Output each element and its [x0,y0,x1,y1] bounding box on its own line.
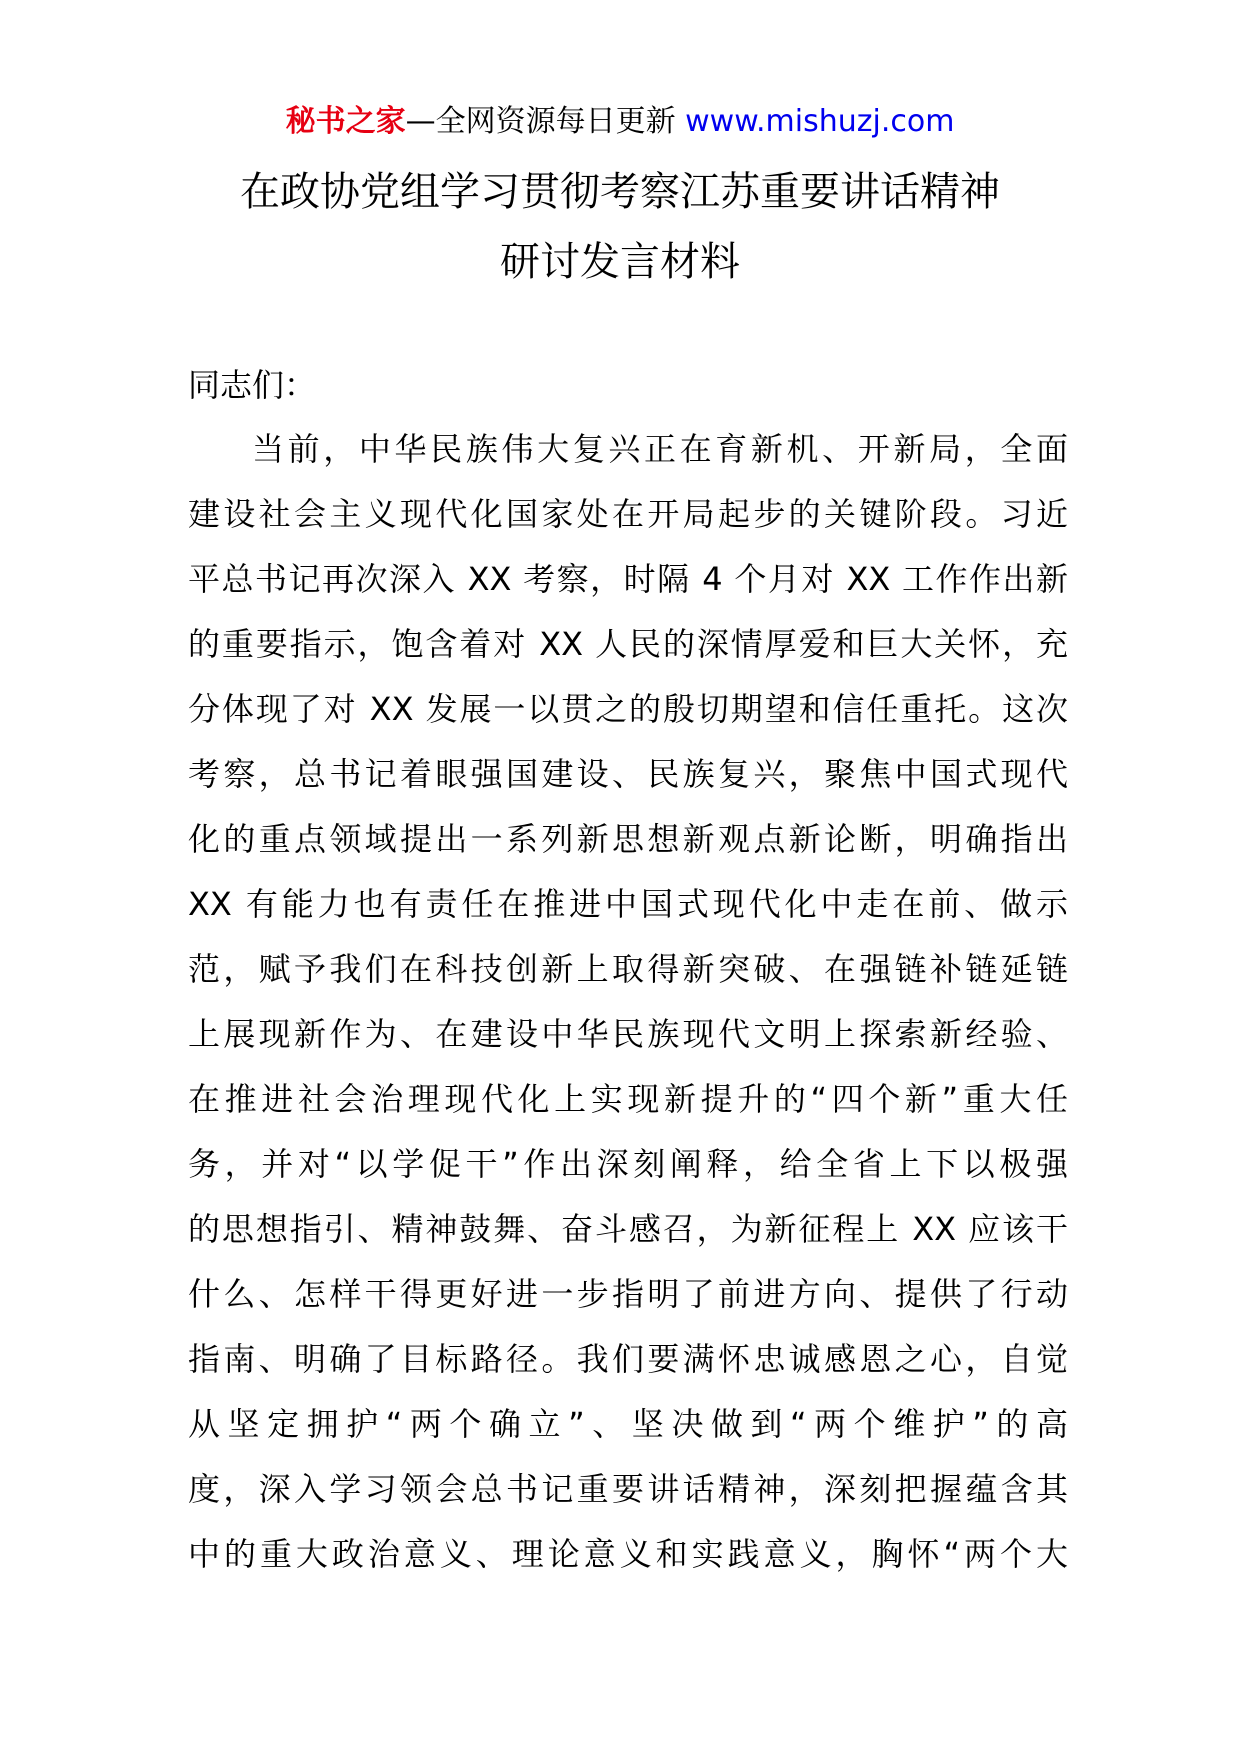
site-url-link[interactable]: www.mishuzj.com [685,104,955,139]
brand-name: 秘书之家 [285,104,406,139]
body-line: 务，并对“以学促干”作出深刻阐释，给全省上下以极强 [188,1145,1068,1183]
body-line: XX 有能力也有责任在推进中国式现代化中走在前、做示 [188,885,1068,923]
body-line: 什么、怎样干得更好进一步指明了前进方向、提供了行动 [188,1275,1068,1313]
body-line: 上展现新作为、在建设中华民族现代文明上探索新经验、 [188,1015,1068,1053]
body-line: 平总书记再次深入 XX 考察，时隔 4 个月对 XX 工作作出新 [188,560,1068,598]
body-line: 化的重点领域提出一系列新思想新观点新论断，明确指出 [188,820,1068,858]
header-tagline: —全网资源每日更新 [405,104,686,139]
document-title-line-1: 在政协党组学习贯彻考察江苏重要讲话精神 [240,169,1000,215]
salutation: 同志们： [188,366,317,404]
body-line: 考察，总书记着眼强国建设、民族复兴，聚焦中国式现代 [188,755,1068,793]
body-paragraph [188,426,1068,1596]
body-line: 的重要指示，饱含着对 XX 人民的深情厚爱和巨大关怀，充 [188,625,1068,663]
site-header [0,100,1240,144]
body-line: 的思想指引、精神鼓舞、奋斗感召，为新征程上 XX 应该干 [188,1210,1068,1248]
body-line: 指南、明确了目标路径。我们要满怀忠诚感恩之心，自觉 [188,1340,1068,1378]
body-line: 分体现了对 XX 发展一以贯之的殷切期望和信任重托。这次 [188,690,1068,728]
body-line: 范，赋予我们在科技创新上取得新突破、在强链补链延链 [188,950,1068,988]
body-line: 在推进社会治理现代化上实现新提升的“四个新”重大任 [188,1080,1068,1118]
body-line: 中的重大政治意义、理论意义和实践意义，胸怀“两个大 [188,1535,1068,1573]
body-line: 度，深入学习领会总书记重要讲话精神，深刻把握蕴含其 [188,1470,1068,1508]
body-line: 当前，中华民族伟大复兴正在育新机、开新局，全面 [252,430,1068,468]
body-line: 从坚定拥护“两个确立”、坚决做到“两个维护”的高 [188,1405,1068,1443]
body-line: 建设社会主义现代化国家处在开局起步的关键阶段。习近 [188,495,1068,533]
document-title-line-2: 研讨发言材料 [500,239,740,285]
